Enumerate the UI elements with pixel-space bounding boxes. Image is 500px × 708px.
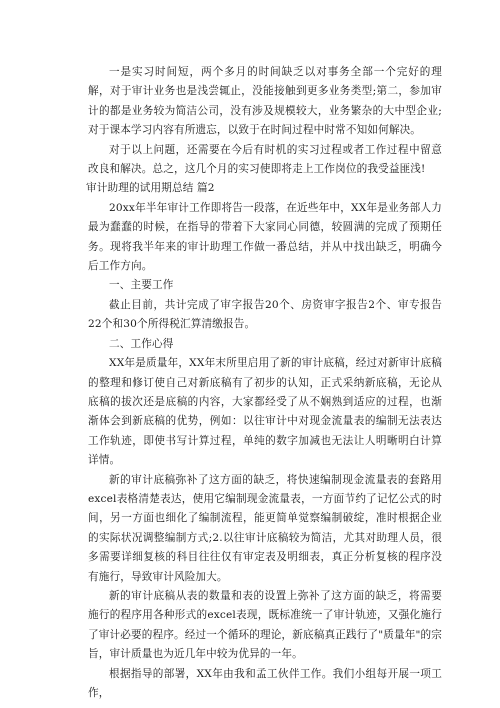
paragraph-internship-conclusion: 对于以上问题，还需要在今后有时机的实习过程或者工作过程中留意改良和解决。总之，这几个月的实习使即将走上工作岗位的我受益匪浅!	[88, 143, 442, 176]
paragraph-main-work: 截止目前，共计完成了审字报告20个、房资审字报告2个、审专报告22个和30个所得税汇算清缴报告。	[88, 298, 442, 331]
section-heading-work-insights: 二、工作心得	[109, 337, 174, 350]
paragraph-quality-year: XX年是质量年，XX年末所里启用了新的审计底稿，经过对新审计底稿的整理和修订使自己对新底稿有了初步的认知，正式采纳新底稿，无论从底稿的拔次还是底稿的内容，大家都经受了从不娴熟到适应的过程，也渐渐体会到新底稿的优势，例如：以往审计中对现金流量表的编制无法表达工作轨迹，即使书写计算过程，单纯的数字加减也无法让人明晰明白计算详情。	[88, 357, 442, 467]
article-title: 审计助理的试用期总结 篇2	[86, 182, 215, 195]
paragraph-team-work: 根据指导的部署，XX年由我和孟工伙伴工作。我们小组每开展一项工作，	[88, 667, 442, 699]
section-heading-main-work: 一、主要工作	[109, 279, 174, 292]
paragraph-new-workpapers: 新的审计底稿从表的数量和表的设置上弥补了这方面的缺乏，将需要施行的程序用各种形式的excel表现，既标准统一了审计轨迹，又强化施行了审计必要的程序。经过一个循环的理论，新底稿真正践行了"质量年"的宗旨，审计质量也为近几年中较为优异的一年。	[88, 589, 442, 661]
paragraph-intro: 20xx年半年审计工作即将告一段落，在近些年中，XX年是业务部人力最为蠢蠢的时候，在指导的带着下大家同心同德，较圆满的完成了预期任务。现将我半年来的审计助理工作做一番总结，并从中找出缺乏，明确今后工作方向。	[88, 201, 442, 273]
paragraph-internship-shortcomings: 一是实习时间短，两个多月的时间缺乏以对事务全部一个完好的理解，对于审计业务也是浅尝辄止，没能接触到更多业务类型;第二，参加审计的都是业务较为简洁公司，没有涉及规模较大，业务繁杂的大中型企业;对于课本学习内容有所遗忘，以致于在时间过程中时常不知如何解决。	[88, 66, 442, 137]
paragraph-cash-flow: 新的审计底稿弥补了这方面的缺乏，将快速编制现金流量表的套路用excel表格清楚表达，使用它编制现金流量表，一方面节约了记忆公式的时间，另一方面也细化了编制流程，能更简单觉察编制破绽，准时根据企业的实际状况调整编制方式;2.以往审计底稿较为简洁，尤其对助理人员，很多需要详细复核的科目往往仅有审定表及明细表，真正分析复核的程序没有施行，导致审计风险加大。	[88, 473, 442, 583]
